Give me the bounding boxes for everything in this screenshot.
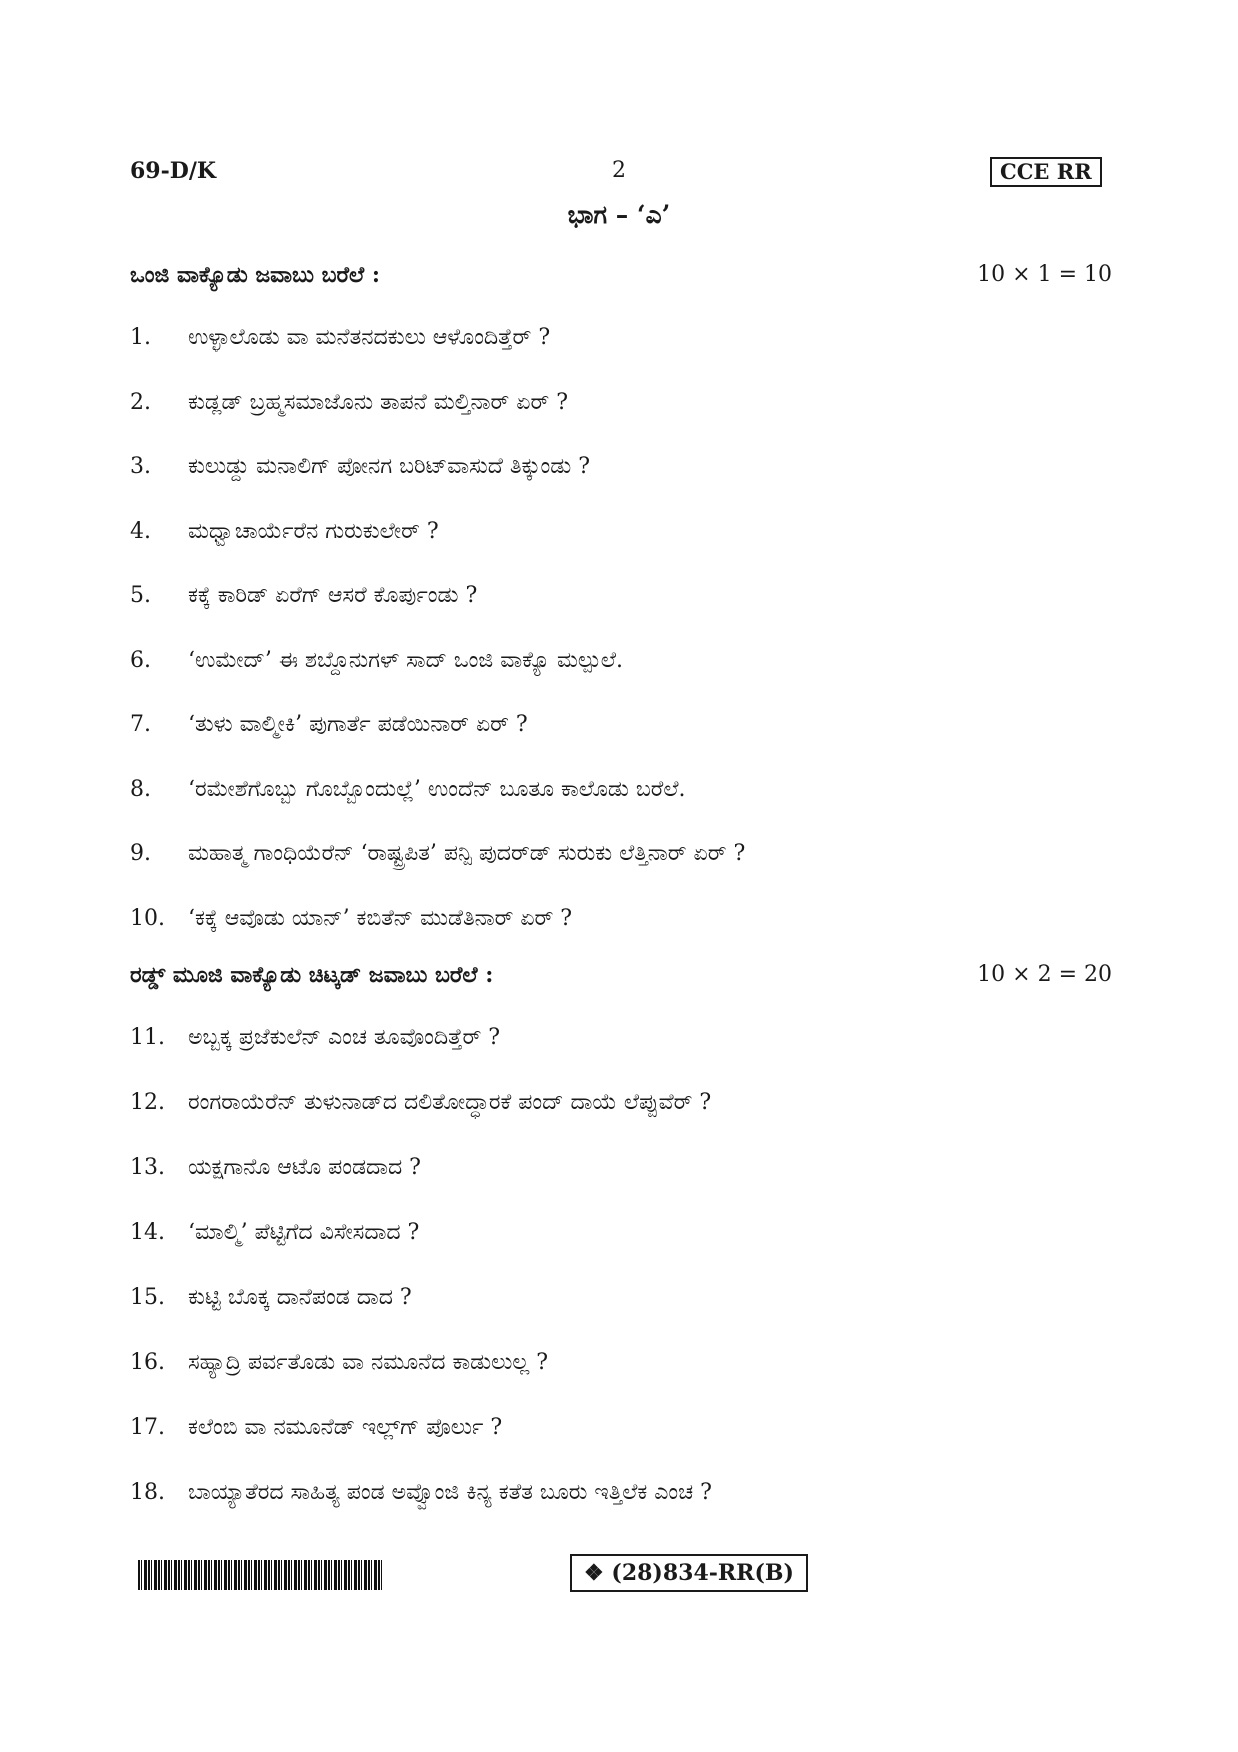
question-number: 3.	[130, 454, 151, 479]
question-number: 1.	[130, 325, 151, 350]
question-number: 17.	[130, 1415, 165, 1440]
diamond-icon: ❖	[584, 1560, 604, 1586]
question-number: 15.	[130, 1285, 165, 1310]
question-text: ಸಹ್ಯಾದ್ರಿ ಪರ್ವತೊಡು ವಾ ನಮೂನೆದ ಕಾಡುಲುಲ್ಲ ?	[188, 1350, 549, 1375]
part-title: ಭಾಗ – ‘ಎ’	[567, 200, 671, 229]
section-a-instruction: ಒಂಜಿ ವಾಕ್ಯೊಡು ಜವಾಬು ಬರೆಲೆ :	[130, 262, 380, 288]
section-a-marks: 10 × 1 = 10	[977, 262, 1112, 287]
question-item	[130, 1415, 502, 1440]
cce-rr-badge: CCE RR	[990, 157, 1102, 187]
section-b-instruction: ರಡ್ಡ್ ಮೂಜಿ ವಾಕ್ಯೊಡು ಚಿಟ್ಕಡ್ ಜವಾಬು ಬರೆಲೆ :	[130, 962, 494, 988]
question-item	[130, 1220, 419, 1245]
question-item	[130, 1090, 711, 1115]
question-number: 13.	[130, 1155, 165, 1180]
question-number: 11.	[130, 1025, 165, 1050]
question-number: 8.	[130, 776, 151, 802]
question-item	[130, 519, 439, 544]
question-text: ಯಕ್ಷಗಾನೊ ಆಟೊ ಪಂಡದಾದ ?	[188, 1155, 421, 1180]
section-b-marks: 10 × 2 = 20	[977, 962, 1112, 987]
question-item	[130, 648, 623, 673]
question-text: ‘ಉಮೇದ್’ ಈ ಶಬ್ದೊನುಗಳ್ ಸಾದ್ ಒಂಜಿ ವಾಕ್ಯೊ ಮಲ್ಪುಲೆ.	[188, 647, 623, 673]
barcode	[138, 1560, 383, 1590]
question-text: ‘ಮಾಲ್ಮಿ’ ಪೆಟ್ಟಿಗೆದ ವಿಸೇಸದಾದ ?	[188, 1220, 420, 1245]
question-number: 4.	[130, 518, 151, 544]
question-item	[130, 841, 745, 866]
question-number: 7.	[130, 712, 151, 737]
footer-code-box	[570, 1554, 808, 1592]
question-number: 14.	[130, 1220, 165, 1245]
question-text: ಕುಟ್ಟಿ ಬೊಕ್ಕ ದಾನೆಪಂಡ ದಾದ ?	[188, 1285, 412, 1310]
question-item	[130, 454, 590, 479]
question-item	[130, 777, 685, 802]
question-item	[130, 1285, 412, 1310]
page-number: 2	[612, 158, 626, 183]
question-number: 9.	[130, 841, 151, 866]
question-item	[130, 1480, 712, 1505]
paper-code: 69-D/K	[130, 158, 216, 184]
footer-code: (28)834-RR(B)	[611, 1560, 794, 1586]
question-text: ಕಕ್ಕೆ ಕಾರಿಡ್ ಏರೆಗ್ ಆಸರೆ ಕೊರ್ಪುಂಡು ?	[188, 583, 478, 608]
question-number: 10.	[130, 905, 165, 931]
question-item	[130, 1350, 548, 1375]
question-item	[130, 906, 572, 931]
question-item	[130, 712, 528, 737]
question-number: 12.	[130, 1090, 165, 1115]
question-number: 18.	[130, 1480, 165, 1505]
question-text: ‘ಕಕ್ಕೆ ಆವೊಡು ಯಾನ್’ ಕಬಿತೆನ್ ಮುಡೆತಿನಾರ್ ಏರ್ ?	[188, 905, 573, 931]
question-number: 5.	[130, 583, 151, 608]
question-item	[130, 1155, 421, 1180]
question-text: ಬಾಯ್ಯಾತೆರದ ಸಾಹಿತ್ಯ ಪಂಡ ಅವ್ವೊಂಜಿ ಕಿನ್ಯ ಕತೆತ ಬೂರು ಇತ್ತಿಲೆಕ ಎಂಚ ?	[188, 1480, 712, 1505]
question-text: ಅಬ್ಬಕ್ಕ ಪ್ರಜೆಕುಲೆನ್ ಎಂಚ ತೂವೊಂದಿತ್ತೆರ್ ?	[188, 1025, 501, 1050]
question-text: ರಂಗರಾಯೆರೆನ್ ತುಳುನಾಡ್‌ದ ದಲಿತೋದ್ಧಾರಕೆ ಪಂದ್ ದಾಯೆ ಲೆಪ್ಪುವೆರ್ ?	[188, 1090, 712, 1115]
question-number: 6.	[130, 647, 151, 673]
question-text: ಉಳ್ಳಾಲೊಡು ವಾ ಮನೆತನದಕುಲು ಆಳೊಂದಿತ್ತೆರ್ ?	[188, 325, 551, 350]
question-text: ‘ರಮೇಶೆಗೊಬ್ಬು ಗೊಬ್ಬೊಂದುಲ್ಲೆ’ ಉಂದೆನ್ ಬೂತೂ ಕಾಲೊಡು ಬರೆಲೆ.	[188, 776, 686, 802]
question-text: ಮಧ್ವಾಚಾರ್ಯೆರೆನ ಗುರುಕುಲೇರ್ ?	[188, 518, 439, 544]
question-number: 16.	[130, 1350, 165, 1375]
question-text: ಮಹಾತ್ಮ ಗಾಂಧಿಯೆರೆನ್ ‘ರಾಷ್ಟ್ರಪಿತ’ ಪನ್ಪಿ ಪುದರ್‌ಡ್ ಸುರುಕು ಲೆತ್ತಿನಾರ್ ಏರ್ ?	[188, 841, 746, 866]
question-number: 2.	[130, 389, 151, 415]
question-text: ಕುಡ್ಲಡ್ ಬ್ರಹ್ಮಸಮಾಜೊನು ತಾಪನೆ ಮಲ್ತಿನಾರ್ ಏರ್ ?	[188, 389, 568, 415]
question-item	[130, 325, 550, 350]
question-text: ‘ತುಳು ವಾಲ್ಮೀಕಿ’ ಪುಗಾರ್ತೆ ಪಡೆಯಿನಾರ್ ಏರ್ ?	[188, 712, 528, 737]
question-item	[130, 583, 477, 608]
question-item	[130, 390, 568, 415]
question-text: ಕಲೆಂಬಿ ವಾ ನಮೂನೆಡ್ ಇಲ್ಲ್‌ಗ್ ಪೊರ್ಲು ?	[188, 1415, 503, 1440]
question-item	[130, 1025, 500, 1050]
question-text: ಕುಲುಡ್ದು ಮನಾಲಿಗ್ ಪೋನಗ ಬರಿಟ್‌ವಾಸುದೆ ತಿಕ್ಕುಂಡು ?	[188, 454, 591, 479]
